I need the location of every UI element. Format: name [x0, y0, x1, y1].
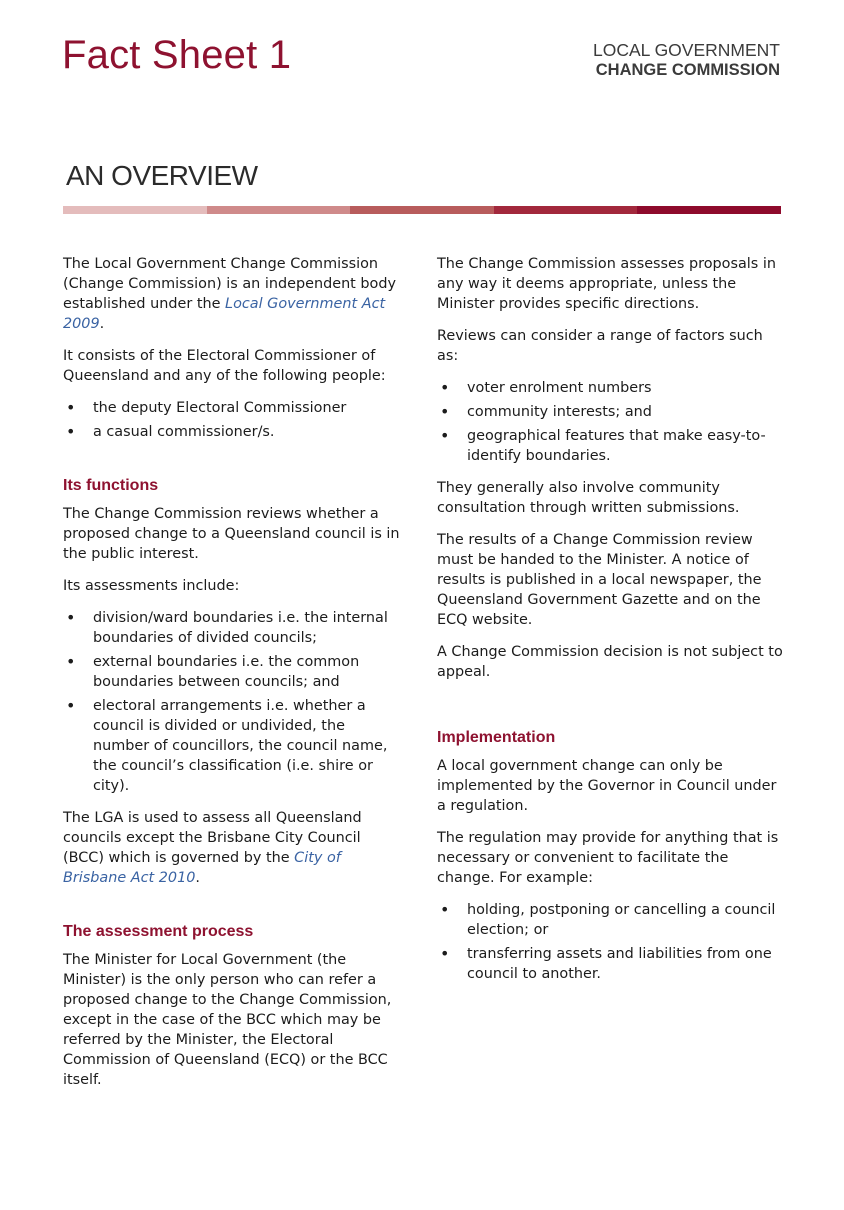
implementation-paragraph: A local government change can only be implemented by the Governor in Council under a regulation.: [437, 758, 777, 814]
bullet-icon: •: [440, 900, 450, 919]
consultation-paragraph: They generally also involve community consultation through written submissions.: [437, 480, 740, 516]
list-item: [63, 608, 403, 648]
lga-paragraph: [63, 808, 403, 888]
list-item-text: transferring assets and liabilities from one council to another.: [467, 946, 772, 982]
page-title: Fact Sheet 1: [62, 33, 292, 77]
band-segment: [350, 206, 494, 214]
bullet-icon: •: [66, 652, 76, 671]
list-item-text: division/ward boundaries i.e. the internal boundaries of divided councils;: [93, 610, 388, 646]
members-list: [63, 398, 403, 442]
assesses-paragraph: The Change Commission assesses proposals in any way it deems appropriate, unless the Minister provides specific directions.: [437, 256, 776, 312]
process-heading: The assessment process: [63, 923, 254, 940]
list-item: [437, 944, 787, 984]
list-item: [437, 378, 787, 398]
results-paragraph: The results of a Change Commission review must be handed to the Minister. A notice of results is published in a local newspaper, the Queensland Government Gazette and on the ECQ website.: [437, 532, 762, 628]
process-paragraph: The Minister for Local Government (the Minister) is the only person who can refer a proposed change to the Change Commission, except in the case of the BCC which may be referred by the Minister, the Electoral Commission of Queensland (ECQ) or the BCC itself.: [63, 952, 392, 1088]
band-segment: [63, 206, 207, 214]
intro-paragraph: [63, 254, 403, 334]
assessments-intro: Its assessments include:: [63, 578, 240, 594]
assessments-list: [63, 608, 403, 796]
bullet-icon: •: [440, 944, 450, 963]
bullet-icon: •: [66, 398, 76, 417]
list-item-text: voter enrolment numbers: [467, 380, 652, 396]
regulation-paragraph: The regulation may provide for anything that is necessary or convenient to facilitate the change. For example:: [437, 830, 779, 886]
color-band-divider: [63, 206, 781, 214]
list-item-text: a casual commissioner/s.: [93, 424, 275, 440]
appeal-paragraph: A Change Commission decision is not subject to appeal.: [437, 644, 783, 680]
examples-list: [437, 900, 787, 984]
functions-paragraph: The Change Commission reviews whether a proposed change to a Queensland council is in the public interest.: [63, 506, 400, 562]
bullet-icon: •: [66, 696, 76, 715]
functions-heading: Its functions: [63, 477, 159, 494]
list-item: [437, 426, 787, 466]
list-item-text: the deputy Electoral Commissioner: [93, 400, 347, 416]
lga-text: The LGA is used to assess all Queensland councils except the Brisbane City Council (BCC) which is governed by the: [63, 810, 362, 866]
bullet-icon: •: [440, 426, 450, 445]
list-item: [437, 402, 787, 422]
list-item: [63, 398, 403, 418]
brand-logo: [593, 40, 780, 80]
list-item: [63, 422, 403, 442]
band-segment: [637, 206, 781, 214]
lga-end: .: [195, 870, 200, 886]
list-item-text: electoral arrangements i.e. whether a council is divided or undivided, the number of councillors, the council name, the council’s classification (i.e. shire or city).: [93, 698, 388, 794]
list-item-text: external boundaries i.e. the common boundaries between councils; and: [93, 654, 360, 690]
consists-paragraph: It consists of the Electoral Commissioner of Queensland and any of the following people:: [63, 348, 386, 384]
factors-list: [437, 378, 787, 466]
right-column: [437, 254, 787, 996]
implementation-heading: Implementation: [437, 729, 556, 746]
list-item: [63, 652, 403, 692]
intro-text: The Local Government Change Commission (Change Commission) is an independent body established under the: [63, 256, 396, 312]
bullet-icon: •: [66, 422, 76, 441]
brand-line-2: CHANGE COMMISSION: [595, 61, 780, 79]
list-item-text: community interests; and: [467, 404, 652, 420]
bullet-icon: •: [440, 402, 450, 421]
band-segment: [207, 206, 351, 214]
factors-intro: Reviews can consider a range of factors such as:: [437, 328, 763, 364]
list-item: [63, 696, 403, 796]
local-government-act-link[interactable]: Local Government Act 2009: [63, 296, 386, 332]
band-segment: [494, 206, 638, 214]
brand-line-1: LOCAL GOVERNMENT: [592, 40, 780, 60]
list-item-text: holding, postponing or cancelling a council election; or: [467, 902, 776, 938]
intro-end: .: [99, 316, 105, 332]
section-title: AN OVERVIEW: [66, 160, 258, 191]
bullet-icon: •: [66, 608, 76, 627]
bullet-icon: •: [440, 378, 450, 397]
city-of-brisbane-act-link[interactable]: City of Brisbane Act 2010: [63, 850, 341, 886]
left-column: [63, 254, 403, 1102]
list-item-text: geographical features that make easy-to-identify boundaries.: [467, 428, 766, 464]
list-item: [437, 900, 787, 940]
